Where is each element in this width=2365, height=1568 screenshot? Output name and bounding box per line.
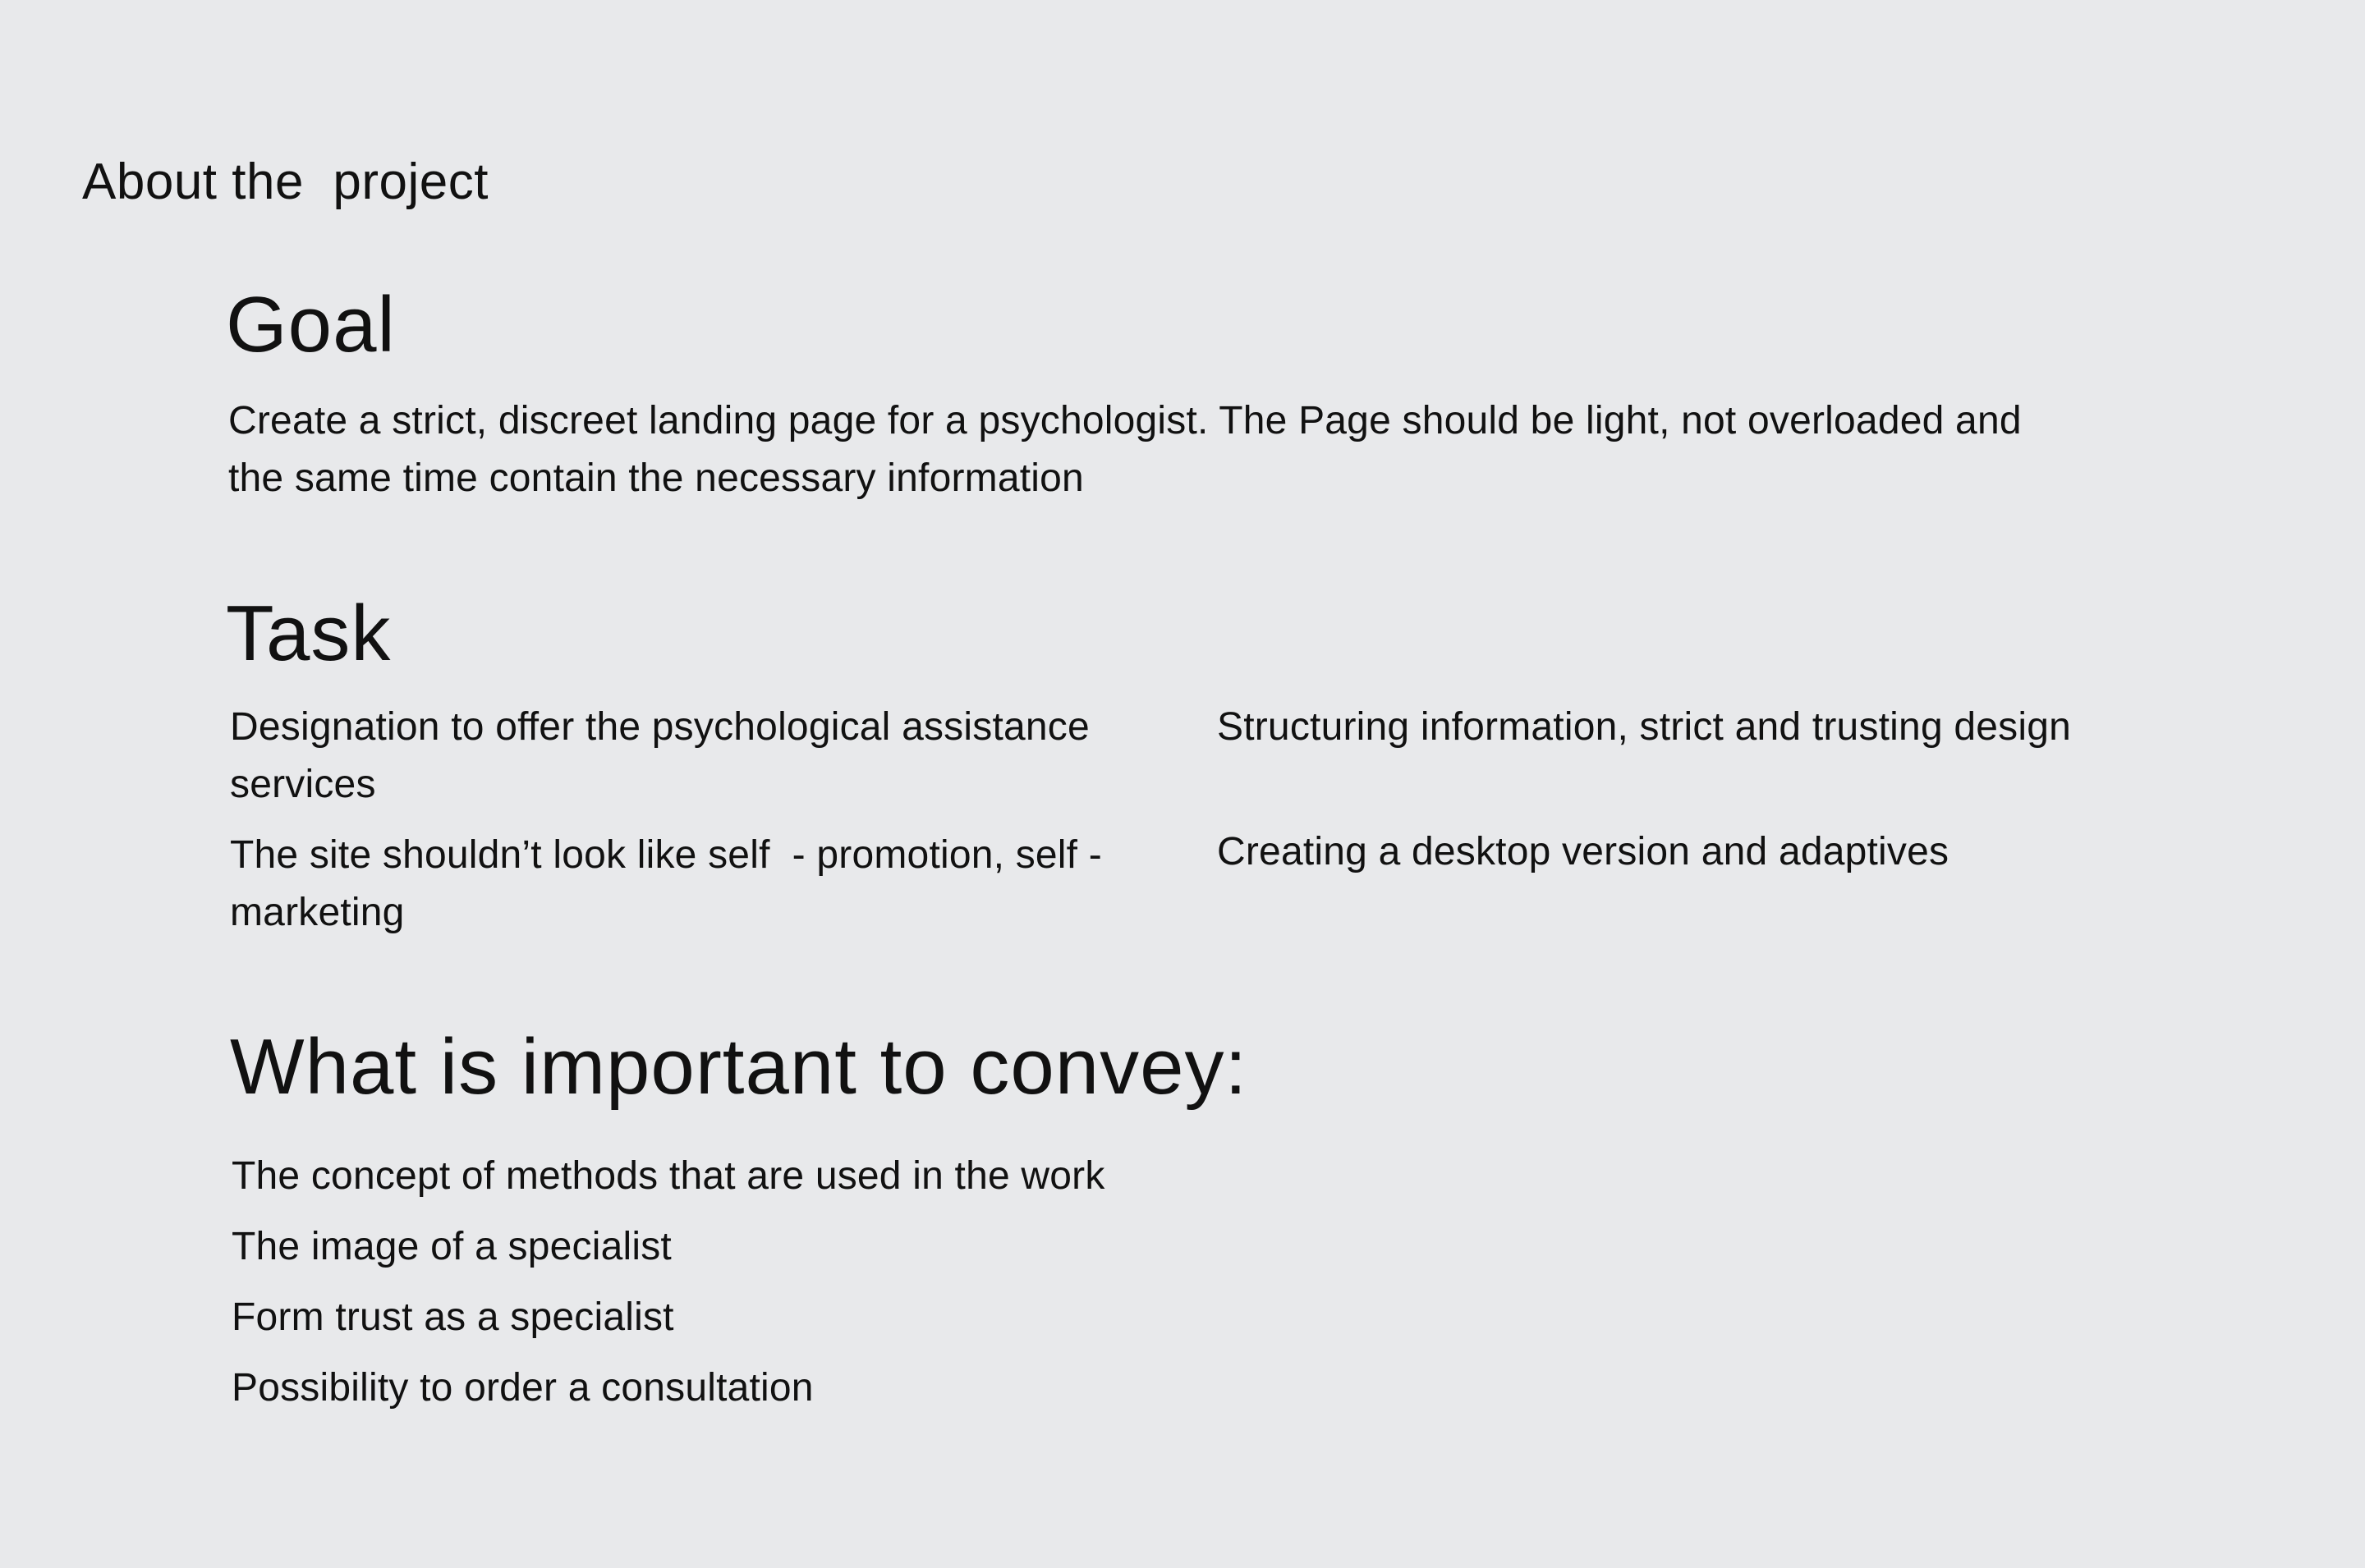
task-item: Designation to offer the psychological assistance services xyxy=(230,705,1090,806)
convey-list-item: The concept of methods that are used in the work xyxy=(232,1154,1105,1198)
task-item: Structuring information, strict and trusting design xyxy=(1217,705,2072,749)
task-heading: Task xyxy=(226,589,392,677)
convey-list-item: Form trust as a specialist xyxy=(232,1295,674,1339)
convey-heading: What is important to convey: xyxy=(230,1023,1248,1111)
convey-list-item: Possibility to order a consultation xyxy=(232,1366,814,1410)
convey-list-item: The image of a specialist xyxy=(232,1225,672,1268)
goal-heading: Goal xyxy=(226,281,396,369)
goal-description: Create a strict, discreet landing page for a psychologist. The Page should be light, not overloaded and the same time contain the necessary information xyxy=(228,399,2022,500)
page-eyebrow-title: About the project xyxy=(82,154,489,210)
task-item: The site shouldn’t look like self - promotion, self - marketing xyxy=(230,833,1114,934)
task-item: Creating a desktop version and adaptives xyxy=(1217,830,1949,873)
convey-list xyxy=(232,1148,1105,1430)
